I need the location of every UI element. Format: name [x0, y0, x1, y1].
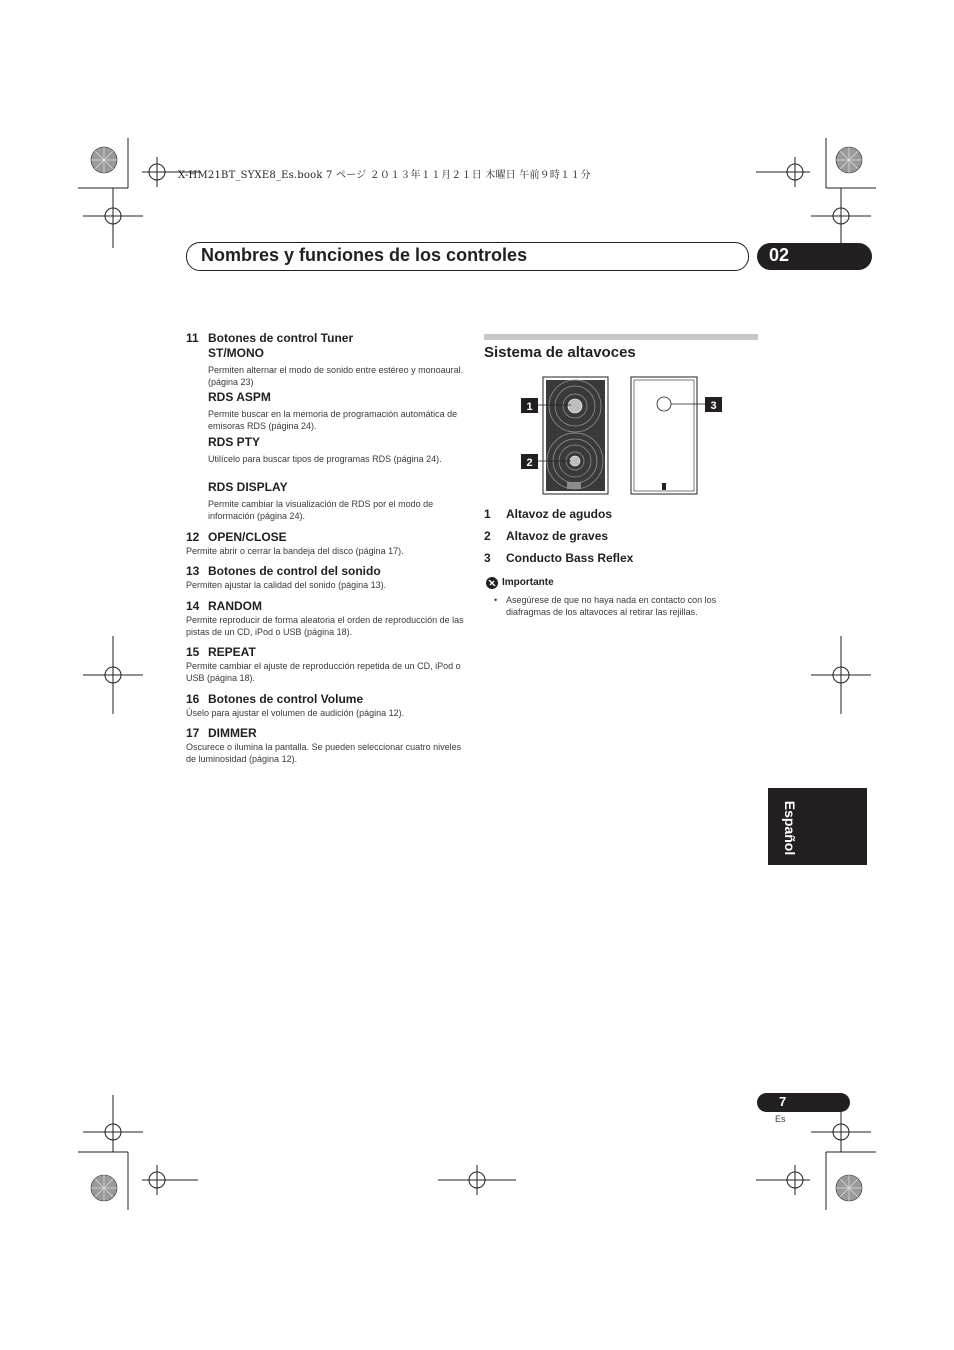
- list-item-16: [186, 692, 466, 719]
- list-item-14: [186, 599, 466, 638]
- item-desc: Permite cambiar el ajuste de reproducción repetida de un CD, iPod o USB (página 18).: [186, 661, 461, 683]
- item-label: RANDOM: [208, 599, 262, 613]
- item-label: Botones de control Tuner: [208, 331, 354, 345]
- item-number: 12: [186, 530, 200, 544]
- sub-item-st-mono: [208, 346, 466, 388]
- chapter-number-badge: [757, 243, 872, 270]
- section-divider: [484, 334, 758, 340]
- list-item-13: [186, 564, 466, 591]
- list-item-17: [186, 726, 466, 765]
- sub-item-rds-aspm: [208, 390, 466, 432]
- sub-item-label: RDS PTY: [208, 435, 261, 449]
- chapter-number: 02: [769, 245, 790, 265]
- item-number: 16: [186, 692, 200, 706]
- item-label: DIMMER: [208, 726, 257, 740]
- page-title: Nombres y funciones de los controles: [201, 245, 528, 265]
- sub-item-label: RDS ASPM: [208, 390, 271, 404]
- item-desc: Permite abrir o cerrar la bandeja del disco (página 17).: [186, 546, 404, 556]
- item-desc: Oscurece o ilumina la pantalla. Se pueden seleccionar cuatro niveles de luminosidad (página 12).: [186, 742, 462, 764]
- chapter-title-box: [186, 242, 749, 271]
- important-note: • Asegúrese de que no haya nada en contacto con los diafragmas de los altavoces al retirar las rejillas.: [494, 594, 756, 618]
- item-desc: Permite reproducir de forma aleatoria el orden de reproducción de las pistas de un CD, iPod o USB (página 18).: [186, 615, 464, 637]
- file-header: X-HM21BT_SYXE8_Es.book 7 ページ ２０１３年１１月２１日 木曜日 午前９時１１分: [178, 170, 591, 181]
- sub-item-desc: Utilícelo para buscar tipos de programas RDS (página 24).: [208, 454, 442, 464]
- sub-item-desc: Permiten alternar el modo de sonido entre estéreo y monoaural. (página 23): [208, 365, 464, 387]
- part-number: 1: [484, 507, 491, 521]
- important-title: Importante: [502, 577, 554, 588]
- part-item-1: [484, 507, 612, 521]
- sub-item-rds-display: [208, 480, 466, 522]
- item-number: 11: [186, 331, 199, 345]
- callout-2: 2: [526, 457, 533, 469]
- item-label: REPEAT: [208, 645, 256, 659]
- tweeter-icon: [568, 399, 582, 413]
- item-desc: Úselo para ajustar el volumen de audición (página 12).: [186, 708, 405, 718]
- section-title: Sistema de altavoces: [484, 344, 636, 361]
- page-language-code: Es: [775, 1114, 786, 1124]
- list-item-12: [186, 530, 466, 557]
- item-desc: Permiten ajustar la calidad del sonido (página 13).: [186, 580, 387, 590]
- item-number: 17: [186, 726, 200, 740]
- sub-item-desc: Permite cambiar la visualización de RDS por el modo de información (página 24).: [208, 499, 434, 521]
- sub-item-label: RDS DISPLAY: [208, 480, 288, 494]
- important-icon: [485, 576, 499, 590]
- item-label: Botones de control del sonido: [208, 564, 381, 578]
- part-item-3: [484, 551, 633, 565]
- part-label: Conducto Bass Reflex: [506, 551, 634, 565]
- part-label: Altavoz de graves: [506, 529, 609, 543]
- part-number: 2: [484, 529, 491, 543]
- speaker-diagram: [516, 374, 726, 498]
- callout-1: 1: [526, 401, 533, 413]
- sub-item-label: ST/MONO: [208, 346, 264, 360]
- sub-item-rds-pty: [208, 435, 466, 465]
- part-label: Altavoz de agudos: [506, 507, 613, 521]
- item-number: 15: [186, 645, 200, 659]
- language-label: Español: [782, 800, 798, 856]
- item-label: Botones de control Volume: [208, 692, 364, 706]
- important-text: Asegúrese de que no haya nada en contacto con los diafragmas de los altavoces al retirar las rejillas.: [506, 595, 717, 617]
- part-item-2: [484, 529, 608, 543]
- list-item-11: [186, 331, 466, 346]
- item-label: OPEN/CLOSE: [208, 530, 287, 544]
- page-number-badge: [757, 1093, 850, 1112]
- list-item-15: [186, 645, 466, 684]
- callout-3: 3: [710, 400, 717, 412]
- part-number: 3: [484, 551, 491, 565]
- item-number: 14: [186, 599, 200, 613]
- item-number: 13: [186, 564, 200, 578]
- sub-item-desc: Permite buscar en la memoria de programación automática de emisoras RDS (página 24).: [208, 409, 458, 431]
- page-number: 7: [779, 1094, 787, 1109]
- woofer-icon: [570, 456, 580, 466]
